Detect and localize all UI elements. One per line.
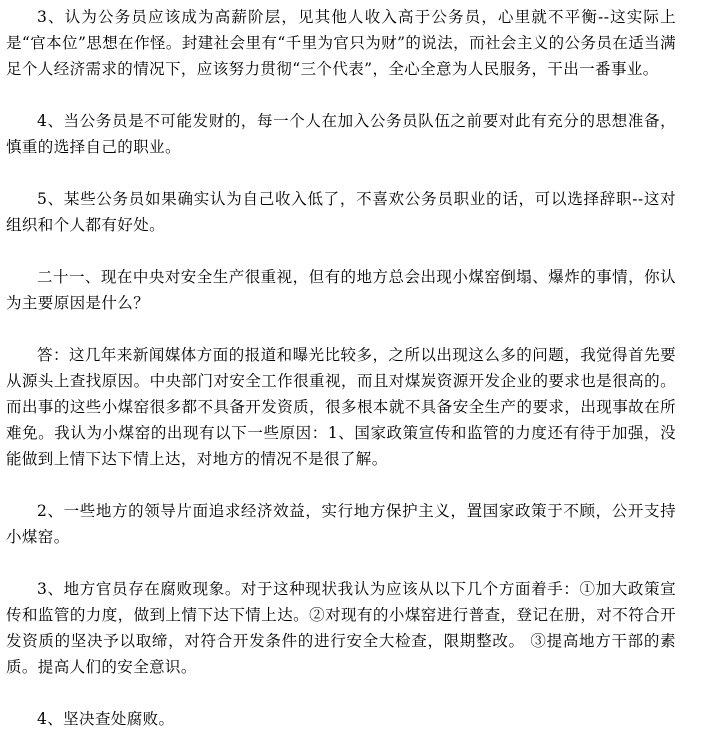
paragraph-spacer [6,160,676,186]
paragraph-spacer [6,82,676,108]
paragraph-spacer [6,472,676,498]
paragraph-spacer [6,550,676,576]
paragraph-point-3: 3、认为公务员应该成为高薪阶层，见其他人收入高于公务员，心里就不平衡--这实际上是“官本位”思想在作怪。封建社会里有“千里为官只为财”的说法，而社会主义的公务员在适当满足个人经济需求的情况下，应该努力贯彻“三个代表”，全心全意为人民服务，干出一番事业。 [6,8,676,78]
question-21: 二十一、现在中央对安全生产很重视，但有的地方总会出现小煤窑倒塌、爆炸的事情，你认为主要原因是什么？ [6,268,676,312]
paragraph-spacer [6,238,676,264]
paragraph-spacer [6,680,676,706]
paragraph-point-4: 4、当公务员是不可能发财的，每一个人在加入公务员队伍之前要对此有充分的思想准备，慎重的选择自己的职业。 [6,112,676,156]
answer-point-4: 4、坚决查处腐败。 [37,710,175,728]
answer-point-3: 3、地方官员存在腐败现象。对于这种现状我认为应该从以下几个方面着手：①加大政策宣传和监管的力度，做到上情下达下情上达。②对现有的小煤窑进行普查，登记在册，对不符合开发资质的坚决予以取缔，对符合开发条件的进行安全大检查，限期整改。 ③提高地方干部的素质。提高人们的安全意识。 [6,580,676,676]
document-body [6,4,676,732]
answer-point-2: 2、一些地方的领导片面追求经济效益，实行地方保护主义，置国家政策于不顾，公开支持小煤窑。 [6,502,676,546]
paragraph-spacer [6,316,676,342]
paragraph-point-5: 5、某些公务员如果确实认为自己收入低了，不喜欢公务员职业的话，可以选择辞职--这对组织和个人都有好处。 [6,190,676,234]
answer-paragraph: 答：这几年来新闻媒体方面的报道和曝光比较多，之所以出现这么多的问题，我觉得首先要从源头上查找原因。中央部门对安全工作很重视，而且对煤炭资源开发企业的要求也是很高的。而出事的这些小煤窑很多都不具备开发资质，很多根本就不具备安全生产的要求，出现事故在所难免。我认为小煤窑的出现有以下一些原因：1、国家政策宣传和监管的力度还有待于加强，没能做到上情下达下情上达，对地方的情况不是很了解。 [6,346,676,468]
